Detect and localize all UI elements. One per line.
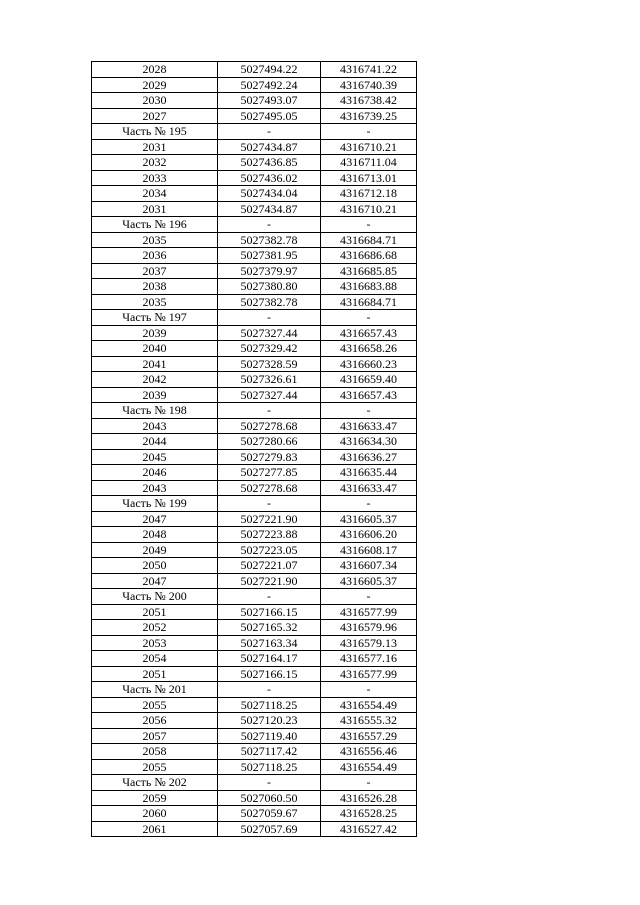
y-coordinate-cell: 4316657.43 xyxy=(321,325,417,341)
point-number-cell: 2039 xyxy=(92,325,218,341)
y-coordinate-cell: 4316606.20 xyxy=(321,527,417,543)
y-coordinate-cell: 4316579.96 xyxy=(321,620,417,636)
y-coordinate-cell: 4316526.28 xyxy=(321,790,417,806)
x-coordinate-cell: 5027279.83 xyxy=(218,449,321,465)
part-label-cell: Часть № 200 xyxy=(92,589,218,605)
x-coordinate-cell: 5027278.68 xyxy=(218,418,321,434)
y-coordinate-cell: 4316684.71 xyxy=(321,294,417,310)
point-number-cell: 2029 xyxy=(92,77,218,93)
point-number-cell: 2037 xyxy=(92,263,218,279)
y-coordinate-cell: 4316528.25 xyxy=(321,806,417,822)
table-row xyxy=(92,558,417,574)
y-coordinate-cell: 4316635.44 xyxy=(321,465,417,481)
table-row xyxy=(92,511,417,527)
y-coordinate-cell: 4316554.49 xyxy=(321,697,417,713)
x-coordinate-cell: 5027118.25 xyxy=(218,759,321,775)
point-number-cell: 2045 xyxy=(92,449,218,465)
y-coordinate-cell: 4316608.17 xyxy=(321,542,417,558)
x-coordinate-cell: 5027327.44 xyxy=(218,325,321,341)
point-number-cell: 2049 xyxy=(92,542,218,558)
table-row xyxy=(92,744,417,760)
y-coordinate-cell: 4316577.99 xyxy=(321,604,417,620)
x-coordinate-cell: 5027057.69 xyxy=(218,821,321,837)
x-coordinate-cell: 5027436.85 xyxy=(218,155,321,171)
x-coordinate-cell: 5027328.59 xyxy=(218,356,321,372)
part-header-row xyxy=(92,775,417,791)
table-row xyxy=(92,341,417,357)
part-header-row xyxy=(92,496,417,512)
point-number-cell: 2030 xyxy=(92,93,218,109)
x-coordinate-cell: 5027165.32 xyxy=(218,620,321,636)
part-header-row xyxy=(92,310,417,326)
point-number-cell: 2054 xyxy=(92,651,218,667)
table-row xyxy=(92,139,417,155)
point-number-cell: 2052 xyxy=(92,620,218,636)
x-coordinate-cell: 5027280.66 xyxy=(218,434,321,450)
x-coordinate-cell: 5027223.88 xyxy=(218,527,321,543)
table-row xyxy=(92,93,417,109)
table-row xyxy=(92,279,417,295)
y-coordinate-cell: 4316660.23 xyxy=(321,356,417,372)
table-row xyxy=(92,821,417,837)
y-coordinate-cell: 4316683.88 xyxy=(321,279,417,295)
point-number-cell: 2043 xyxy=(92,418,218,434)
y-coordinate-cell: 4316713.01 xyxy=(321,170,417,186)
part-label-cell: Часть № 198 xyxy=(92,403,218,419)
y-coordinate-cell: - xyxy=(321,496,417,512)
point-number-cell: 2028 xyxy=(92,62,218,78)
x-coordinate-cell: 5027278.68 xyxy=(218,480,321,496)
table-row xyxy=(92,170,417,186)
x-coordinate-cell: - xyxy=(218,589,321,605)
y-coordinate-cell: - xyxy=(321,682,417,698)
table-row xyxy=(92,480,417,496)
y-coordinate-cell: - xyxy=(321,775,417,791)
point-number-cell: 2050 xyxy=(92,558,218,574)
part-header-row xyxy=(92,589,417,605)
point-number-cell: 2047 xyxy=(92,573,218,589)
table-row xyxy=(92,155,417,171)
y-coordinate-cell: 4316710.21 xyxy=(321,201,417,217)
point-number-cell: 2058 xyxy=(92,744,218,760)
x-coordinate-cell: 5027492.24 xyxy=(218,77,321,93)
point-number-cell: 2056 xyxy=(92,713,218,729)
point-number-cell: 2059 xyxy=(92,790,218,806)
part-label-cell: Часть № 201 xyxy=(92,682,218,698)
x-coordinate-cell: 5027277.85 xyxy=(218,465,321,481)
table-row xyxy=(92,356,417,372)
table-row xyxy=(92,666,417,682)
y-coordinate-cell: 4316684.71 xyxy=(321,232,417,248)
point-number-cell: 2038 xyxy=(92,279,218,295)
y-coordinate-cell: 4316554.49 xyxy=(321,759,417,775)
point-number-cell: 2047 xyxy=(92,511,218,527)
x-coordinate-cell: 5027221.90 xyxy=(218,511,321,527)
y-coordinate-cell: 4316685.85 xyxy=(321,263,417,279)
x-coordinate-cell: 5027060.50 xyxy=(218,790,321,806)
table-row xyxy=(92,542,417,558)
y-coordinate-cell: - xyxy=(321,310,417,326)
table-row xyxy=(92,449,417,465)
y-coordinate-cell: 4316556.46 xyxy=(321,744,417,760)
y-coordinate-cell: 4316740.39 xyxy=(321,77,417,93)
x-coordinate-cell: 5027434.04 xyxy=(218,186,321,202)
x-coordinate-cell: 5027119.40 xyxy=(218,728,321,744)
table-row xyxy=(92,806,417,822)
coordinates-table xyxy=(91,61,417,837)
point-number-cell: 2036 xyxy=(92,248,218,264)
point-number-cell: 2044 xyxy=(92,434,218,450)
table-row xyxy=(92,604,417,620)
table-row xyxy=(92,418,417,434)
y-coordinate-cell: 4316711.04 xyxy=(321,155,417,171)
y-coordinate-cell: 4316579.13 xyxy=(321,635,417,651)
part-label-cell: Часть № 197 xyxy=(92,310,218,326)
point-number-cell: 2033 xyxy=(92,170,218,186)
point-number-cell: 2032 xyxy=(92,155,218,171)
point-number-cell: 2041 xyxy=(92,356,218,372)
y-coordinate-cell: 4316633.47 xyxy=(321,418,417,434)
table-row xyxy=(92,325,417,341)
table-row xyxy=(92,108,417,124)
part-header-row xyxy=(92,682,417,698)
y-coordinate-cell: 4316607.34 xyxy=(321,558,417,574)
y-coordinate-cell: 4316739.25 xyxy=(321,108,417,124)
y-coordinate-cell: 4316557.29 xyxy=(321,728,417,744)
y-coordinate-cell: 4316738.42 xyxy=(321,93,417,109)
x-coordinate-cell: - xyxy=(218,403,321,419)
x-coordinate-cell: 5027434.87 xyxy=(218,201,321,217)
part-header-row xyxy=(92,217,417,233)
part-label-cell: Часть № 195 xyxy=(92,124,218,140)
x-coordinate-cell: 5027118.25 xyxy=(218,697,321,713)
table-row xyxy=(92,372,417,388)
x-coordinate-cell: 5027329.42 xyxy=(218,341,321,357)
x-coordinate-cell: 5027117.42 xyxy=(218,744,321,760)
x-coordinate-cell: 5027163.34 xyxy=(218,635,321,651)
x-coordinate-cell: 5027166.15 xyxy=(218,666,321,682)
y-coordinate-cell: 4316686.68 xyxy=(321,248,417,264)
x-coordinate-cell: 5027223.05 xyxy=(218,542,321,558)
table-row xyxy=(92,651,417,667)
x-coordinate-cell: 5027494.22 xyxy=(218,62,321,78)
y-coordinate-cell: 4316633.47 xyxy=(321,480,417,496)
point-number-cell: 2046 xyxy=(92,465,218,481)
x-coordinate-cell: - xyxy=(218,217,321,233)
y-coordinate-cell: - xyxy=(321,124,417,140)
point-number-cell: 2055 xyxy=(92,697,218,713)
table-row xyxy=(92,465,417,481)
table-row xyxy=(92,573,417,589)
x-coordinate-cell: - xyxy=(218,124,321,140)
x-coordinate-cell: 5027382.78 xyxy=(218,294,321,310)
table-row xyxy=(92,62,417,78)
y-coordinate-cell: 4316555.32 xyxy=(321,713,417,729)
table-row xyxy=(92,728,417,744)
x-coordinate-cell: 5027380.80 xyxy=(218,279,321,295)
point-number-cell: 2053 xyxy=(92,635,218,651)
point-number-cell: 2043 xyxy=(92,480,218,496)
y-coordinate-cell: 4316527.42 xyxy=(321,821,417,837)
x-coordinate-cell: 5027495.05 xyxy=(218,108,321,124)
point-number-cell: 2035 xyxy=(92,232,218,248)
x-coordinate-cell: 5027221.07 xyxy=(218,558,321,574)
point-number-cell: 2035 xyxy=(92,294,218,310)
x-coordinate-cell: 5027382.78 xyxy=(218,232,321,248)
point-number-cell: 2055 xyxy=(92,759,218,775)
table-row xyxy=(92,620,417,636)
table-row xyxy=(92,697,417,713)
y-coordinate-cell: 4316634.30 xyxy=(321,434,417,450)
table-row xyxy=(92,77,417,93)
x-coordinate-cell: 5027379.97 xyxy=(218,263,321,279)
table-row xyxy=(92,201,417,217)
x-coordinate-cell: - xyxy=(218,775,321,791)
x-coordinate-cell: 5027221.90 xyxy=(218,573,321,589)
table-row xyxy=(92,790,417,806)
point-number-cell: 2061 xyxy=(92,821,218,837)
x-coordinate-cell: 5027436.02 xyxy=(218,170,321,186)
point-number-cell: 2057 xyxy=(92,728,218,744)
x-coordinate-cell: 5027166.15 xyxy=(218,604,321,620)
point-number-cell: 2034 xyxy=(92,186,218,202)
y-coordinate-cell: 4316577.16 xyxy=(321,651,417,667)
point-number-cell: 2040 xyxy=(92,341,218,357)
x-coordinate-cell: 5027327.44 xyxy=(218,387,321,403)
point-number-cell: 2039 xyxy=(92,387,218,403)
x-coordinate-cell: 5027059.67 xyxy=(218,806,321,822)
table-row xyxy=(92,527,417,543)
y-coordinate-cell: - xyxy=(321,589,417,605)
y-coordinate-cell: 4316659.40 xyxy=(321,372,417,388)
part-label-cell: Часть № 196 xyxy=(92,217,218,233)
point-number-cell: 2027 xyxy=(92,108,218,124)
x-coordinate-cell: 5027120.23 xyxy=(218,713,321,729)
y-coordinate-cell: - xyxy=(321,217,417,233)
point-number-cell: 2048 xyxy=(92,527,218,543)
y-coordinate-cell: 4316577.99 xyxy=(321,666,417,682)
y-coordinate-cell: 4316741.22 xyxy=(321,62,417,78)
table-row xyxy=(92,387,417,403)
y-coordinate-cell: 4316712.18 xyxy=(321,186,417,202)
y-coordinate-cell: 4316605.37 xyxy=(321,511,417,527)
table-row xyxy=(92,635,417,651)
table-row xyxy=(92,294,417,310)
table-row xyxy=(92,434,417,450)
point-number-cell: 2051 xyxy=(92,604,218,620)
y-coordinate-cell: 4316657.43 xyxy=(321,387,417,403)
y-coordinate-cell: 4316710.21 xyxy=(321,139,417,155)
table-row xyxy=(92,759,417,775)
y-coordinate-cell: 4316636.27 xyxy=(321,449,417,465)
point-number-cell: 2031 xyxy=(92,139,218,155)
table-row xyxy=(92,263,417,279)
part-header-row xyxy=(92,124,417,140)
x-coordinate-cell: 5027434.87 xyxy=(218,139,321,155)
point-number-cell: 2060 xyxy=(92,806,218,822)
x-coordinate-cell: - xyxy=(218,496,321,512)
coordinates-table-body xyxy=(92,62,417,837)
point-number-cell: 2042 xyxy=(92,372,218,388)
part-label-cell: Часть № 199 xyxy=(92,496,218,512)
table-row xyxy=(92,232,417,248)
y-coordinate-cell: 4316658.26 xyxy=(321,341,417,357)
point-number-cell: 2051 xyxy=(92,666,218,682)
y-coordinate-cell: - xyxy=(321,403,417,419)
table-row xyxy=(92,186,417,202)
x-coordinate-cell: 5027326.61 xyxy=(218,372,321,388)
x-coordinate-cell: 5027381.95 xyxy=(218,248,321,264)
y-coordinate-cell: 4316605.37 xyxy=(321,573,417,589)
table-row xyxy=(92,713,417,729)
table-row xyxy=(92,248,417,264)
x-coordinate-cell: - xyxy=(218,310,321,326)
part-label-cell: Часть № 202 xyxy=(92,775,218,791)
x-coordinate-cell: 5027493.07 xyxy=(218,93,321,109)
point-number-cell: 2031 xyxy=(92,201,218,217)
x-coordinate-cell: - xyxy=(218,682,321,698)
part-header-row xyxy=(92,403,417,419)
x-coordinate-cell: 5027164.17 xyxy=(218,651,321,667)
